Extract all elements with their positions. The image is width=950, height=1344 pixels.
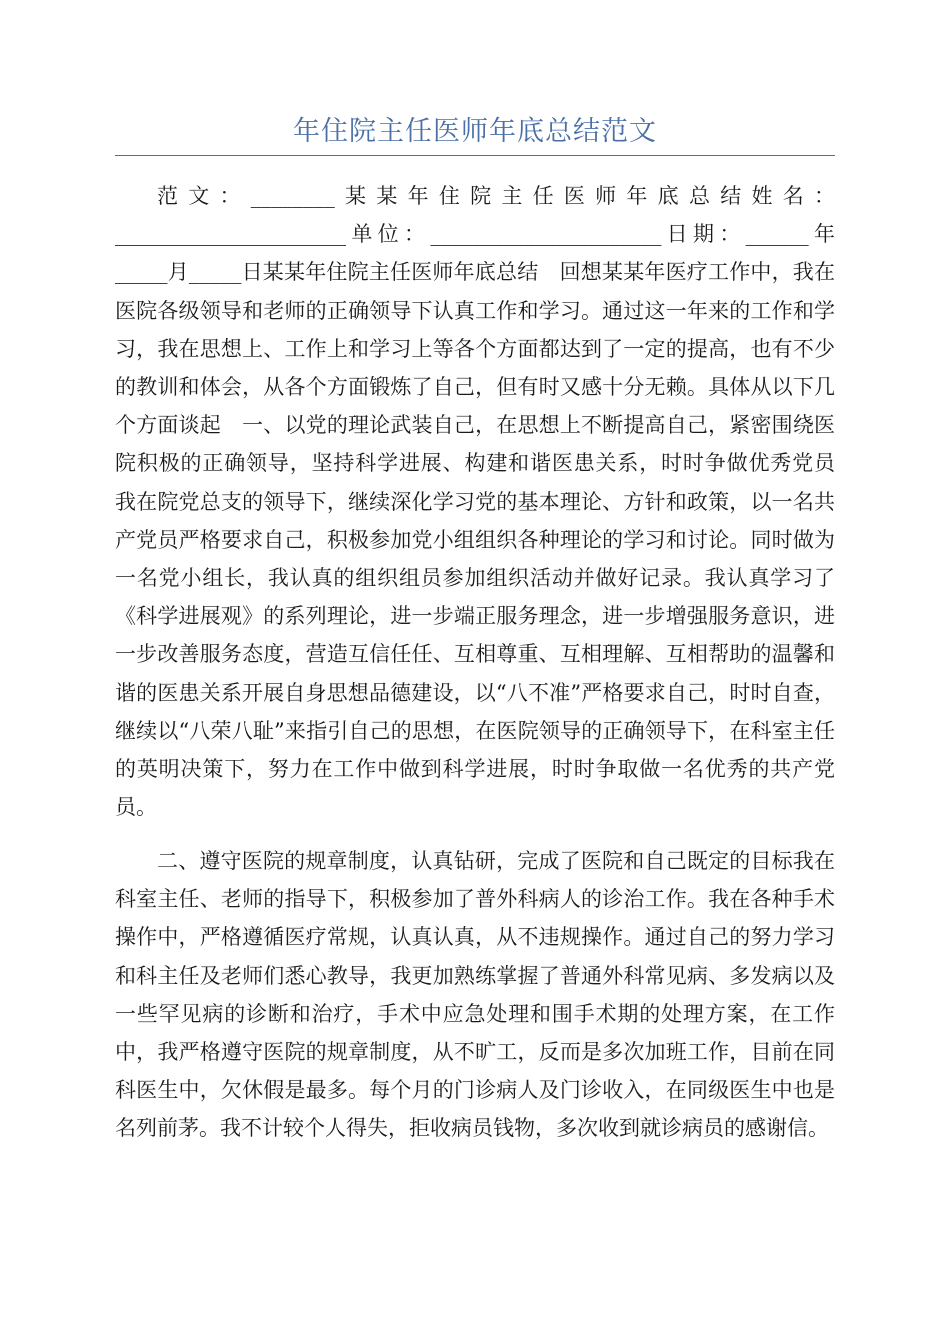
document-title: 年住院主任医师年底总结范文 <box>293 116 657 147</box>
body-paragraph-2: 二、遵守医院的规章制度，认真钻研，完成了医院和自己既定的目标我在科室主任、老师的指导下，积极参加了普外科病人的诊治工作。我在各种手术操作中，严格遵循医疗常规，认真认真，从不违规操作。通过自己的努力学习和科主任及老师们悉心教导，我更加熟练掌握了普通外科常见病、多发病以及一些罕见病的诊断和治疗，手术中应急处理和围手术期的处理方案，在工作中，我严格遵守医院的规章制度，从不旷工，反而是多次加班工作，目前在同科医生中，欠休假是最多。每个月的门诊病人及门诊收入，在同级医生中也是名列前茅。我不计较个人得失，拒收病员钱物，多次收到就诊病员的感谢信。 <box>115 849 835 1141</box>
body-paragraph-1: 范文：________某某年住院主任医师年底总结姓名：______________________单位：______________________日期：______年_____月_____日某某年住院主任医师年底总结 回想某某年医疗工作中，我在医院各级领导和老师的正确领导下认真工作和学习。通过这一年来的工作和学习，我在思想上、工作上和学习上等各个方面都达到了一定的提高，也有不少的教训和体会，从各个方面锻炼了自己，但有时又感十分无赖。具体从以下几个方面谈起 一、以党的理论武装自己，在思想上不断提高自己，紧密围绕医院积极的正确领导，坚持科学进展、构建和谐医患关系，时时争做优秀党员 我在院党总支的领导下，继续深化学习党的基本理论、方针和政策，以一名共产党员严格要求自己，积极参加党小组组织各种理论的学习和讨论。同时做为一名党小组长，我认真的组织组员参加组织活动并做好记录。我认真学习了《科学进展观》的系列理论，进一步端正服务理念，进一步增强服务意识，进一步改善服务态度，营造互信任任、互相尊重、互相理解、互相帮助的温馨和谐的医患关系开展自身思想品德建设，以“八不准”严格要求自己，时时自查，继续以“八荣八耻”来指引自己的思想，在医院领导的正确领导下，在科室主任的英明决策下，努力在工作中做到科学进展，时时争取做一名优秀的共产党员。 <box>115 184 856 820</box>
title-divider <box>115 155 835 156</box>
